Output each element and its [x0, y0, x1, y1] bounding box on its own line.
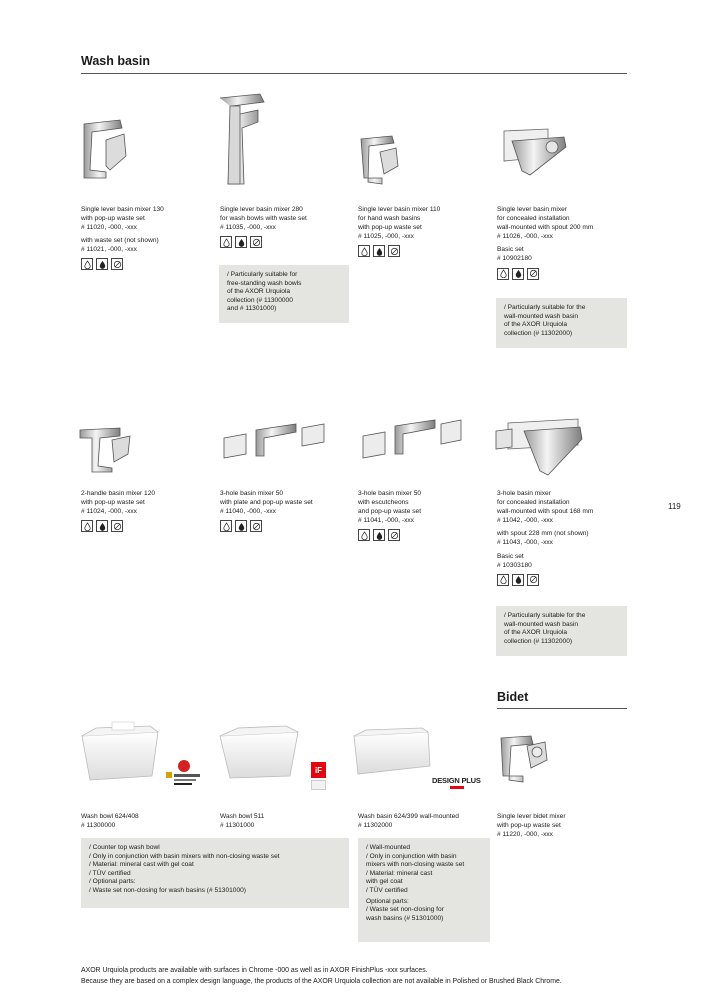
product-line: # 11041, -000, -xxx [358, 517, 414, 525]
note-line: mixers with non-closing waste set [366, 861, 465, 869]
product-line: Single lever bidet mixer [497, 813, 566, 820]
note-11026 [496, 298, 627, 348]
eco-drop-icon [373, 245, 385, 257]
eco-drop-icon [96, 258, 108, 270]
note-11035 [219, 265, 349, 323]
product-11220 [497, 812, 631, 839]
design-plus-mark [450, 786, 464, 789]
product-11020 [81, 205, 215, 270]
section-title-wash-basin: Wash basin [81, 54, 150, 68]
coolstart-icon [388, 529, 400, 541]
water-drop-icon [220, 520, 232, 532]
note-11042 [496, 606, 627, 656]
note-wash-basin [358, 838, 490, 942]
note-line: / Optional parts: [89, 878, 136, 886]
basin-mixer-110-image [358, 134, 402, 186]
coolstart-icon [527, 574, 539, 586]
product-line: with plate and pop-up waste set [220, 499, 313, 507]
footer-line-1: AXOR Urquiola products are available with surfaces in Chrome -000 as well as in AXOR FinishPlus -xxx surfaces. [81, 967, 428, 974]
water-drop-icon [81, 258, 93, 270]
product-line: # 10902180 [497, 255, 532, 263]
feature-icons [358, 529, 492, 541]
note-line: / Counter top wash bowl [89, 844, 160, 851]
product-line: 3-hole basin mixer 50 [358, 490, 422, 497]
product-11035 [220, 205, 354, 248]
product-line: # 11020, -000, -xxx [81, 224, 137, 232]
concealed-basin-mixer-200-image [496, 127, 568, 181]
note-line: / Only in conjunction with basin [366, 852, 457, 860]
note-line: wash basins (# 51301000) [366, 914, 444, 922]
product-line: with pop-up waste set [81, 499, 145, 507]
section-rule [81, 73, 627, 74]
note-line: wall-mounted wash basin [504, 620, 579, 628]
2-handle-basin-mixer-image [78, 426, 132, 472]
feature-icons [358, 245, 492, 257]
feature-icons [497, 268, 631, 280]
concealed-3-hole-mixer-image [494, 417, 586, 479]
product-11024 [81, 489, 215, 532]
product-line: Basic set [497, 552, 524, 560]
product-11042 [497, 489, 631, 586]
note-line: of the AXOR Urquiola [227, 288, 291, 296]
eco-drop-icon [235, 520, 247, 532]
product-11301000 [220, 812, 354, 830]
water-drop-icon [497, 574, 509, 586]
basin-mixer-130-image [80, 118, 130, 180]
eco-drop-icon [96, 520, 108, 532]
wash-bowl-511-image [216, 720, 302, 782]
feature-icons [220, 236, 354, 248]
product-line: # 10303180 [497, 561, 532, 569]
note-line: Optional parts: [366, 897, 409, 905]
note-wash-bowls [81, 838, 349, 908]
product-line: for hand wash basins [358, 215, 421, 223]
product-line: # 11042, -000, -xxx [497, 517, 553, 525]
water-drop-icon [358, 245, 370, 257]
note-line: with gel coat [366, 878, 403, 886]
section-title-bidet: Bidet [497, 690, 529, 704]
section-rule [497, 708, 627, 709]
note-line: / Wall-mounted [366, 844, 411, 851]
note-line: / Particularly suitable for [227, 271, 298, 278]
product-line: 2-handle basin mixer 120 [81, 490, 156, 497]
product-11041 [358, 489, 492, 541]
product-line: Wash bowl 511 [220, 813, 265, 820]
product-line: Single lever basin mixer 110 [358, 206, 441, 213]
product-line: Basic set [497, 246, 524, 254]
note-line: and # 11301000) [227, 305, 277, 313]
note-line: collection (# 11302000) [504, 329, 573, 337]
page-number: 119 [668, 502, 681, 511]
bidet-mixer-image [497, 734, 553, 784]
product-line: for concealed installation [497, 215, 570, 223]
product-line: # 11220, -000, -xxx [497, 831, 553, 839]
note-line: / TÜV certified [366, 886, 408, 894]
coolstart-icon [250, 236, 262, 248]
water-drop-icon [497, 268, 509, 280]
product-line: # 11301000 [220, 822, 255, 830]
product-line: # 11302000 [358, 822, 393, 830]
eco-drop-icon [512, 268, 524, 280]
product-line: # 11035, -000, -xxx [220, 224, 276, 232]
product-11300000 [81, 812, 215, 830]
eco-drop-icon [512, 574, 524, 586]
feature-icons [81, 258, 215, 270]
product-line: Single lever basin mixer 280 [220, 206, 303, 213]
product-line: wall-mounted with spout 168 mm [497, 508, 594, 516]
coolstart-icon [388, 245, 400, 257]
product-line: wall-mounted with spout 200 mm [497, 224, 594, 232]
product-line: # 11300000 [81, 822, 116, 830]
if-award-logo: iF [311, 762, 326, 778]
note-line: free-standing wash bowls [227, 279, 302, 287]
product-line: 3-hole basin mixer [497, 490, 551, 497]
coolstart-icon [250, 520, 262, 532]
note-line: / Only in conjunction with basin mixers with non-closing waste set [89, 852, 280, 860]
product-line: Wash bowl 624/408 [81, 813, 139, 820]
product-11026 [497, 205, 631, 280]
note-line: of the AXOR Urquiola [504, 629, 568, 637]
product-line: with waste set (not shown) [81, 237, 159, 245]
product-line: with pop-up waste set [497, 822, 561, 830]
water-drop-icon [220, 236, 232, 248]
product-line: with escutcheons [358, 499, 409, 507]
note-line: of the AXOR Urquiola [504, 321, 568, 329]
design-plus-logo: DESIGN PLUS [432, 776, 481, 785]
product-line: and pop-up waste set [358, 508, 422, 516]
product-line: # 11021, -000, -xxx [81, 246, 137, 254]
3-hole-mixer-plate-image [216, 418, 328, 460]
footer-line-2: Because they are based on a complex design language, the products of the AXOR Urquiola collection are not available in Polished or Brushed Black Chrome. [81, 978, 562, 985]
coolstart-icon [111, 520, 123, 532]
note-line: / Waste set non-closing for wash basins (# 51301000) [89, 886, 246, 894]
product-line: # 11025, -000, -xxx [358, 233, 414, 241]
product-11302000 [358, 812, 492, 830]
product-line: for wash bowls with waste set [220, 215, 307, 223]
water-drop-icon [358, 529, 370, 541]
product-11040 [220, 489, 354, 532]
basin-mixer-280-image [218, 92, 270, 187]
product-line: Single lever basin mixer [497, 206, 567, 213]
note-line: / Particularly suitable for the [504, 304, 586, 311]
feature-icons [81, 520, 215, 532]
water-drop-icon [81, 520, 93, 532]
wash-bowl-624-image [78, 722, 162, 782]
product-line: Wash basin 624/399 wall-mounted [358, 813, 459, 820]
red-dot-award-logo [160, 758, 204, 790]
note-line: collection (# 11302000) [504, 637, 573, 645]
note-line: wall-mounted wash basin [504, 312, 579, 320]
product-line: Single lever basin mixer 130 [81, 206, 164, 213]
award-badge [311, 780, 326, 790]
coolstart-icon [111, 258, 123, 270]
note-line: / Particularly suitable for the [504, 612, 586, 619]
product-line: with spout 228 mm (not shown) [497, 530, 589, 538]
eco-drop-icon [373, 529, 385, 541]
product-line: # 11040, -000, -xxx [220, 508, 276, 516]
product-11025 [358, 205, 492, 257]
note-line: / Material: mineral cast [366, 869, 433, 877]
product-line: # 11043, -000, -xxx [497, 539, 553, 547]
product-line: with pop-up waste set [81, 215, 145, 223]
product-line: # 11026, -000, -xxx [497, 233, 553, 241]
product-line: 3-hole basin mixer 50 [220, 490, 284, 497]
3-hole-mixer-escutcheons-image [355, 414, 465, 460]
note-line: / Material: mineral cast with gel coat [89, 861, 194, 869]
product-line: with pop-up waste set [358, 224, 422, 232]
note-line: / TÜV certified [89, 869, 131, 877]
feature-icons [220, 520, 354, 532]
feature-icons [497, 574, 631, 586]
coolstart-icon [527, 268, 539, 280]
note-line: / Waste set non-closing for [366, 906, 444, 914]
note-line: collection (# 11300000 [227, 296, 293, 304]
product-line: for concealed installation [497, 499, 570, 507]
product-line: # 11024, -000, -xxx [81, 508, 137, 516]
eco-drop-icon [235, 236, 247, 248]
wash-basin-624-image [352, 726, 434, 780]
